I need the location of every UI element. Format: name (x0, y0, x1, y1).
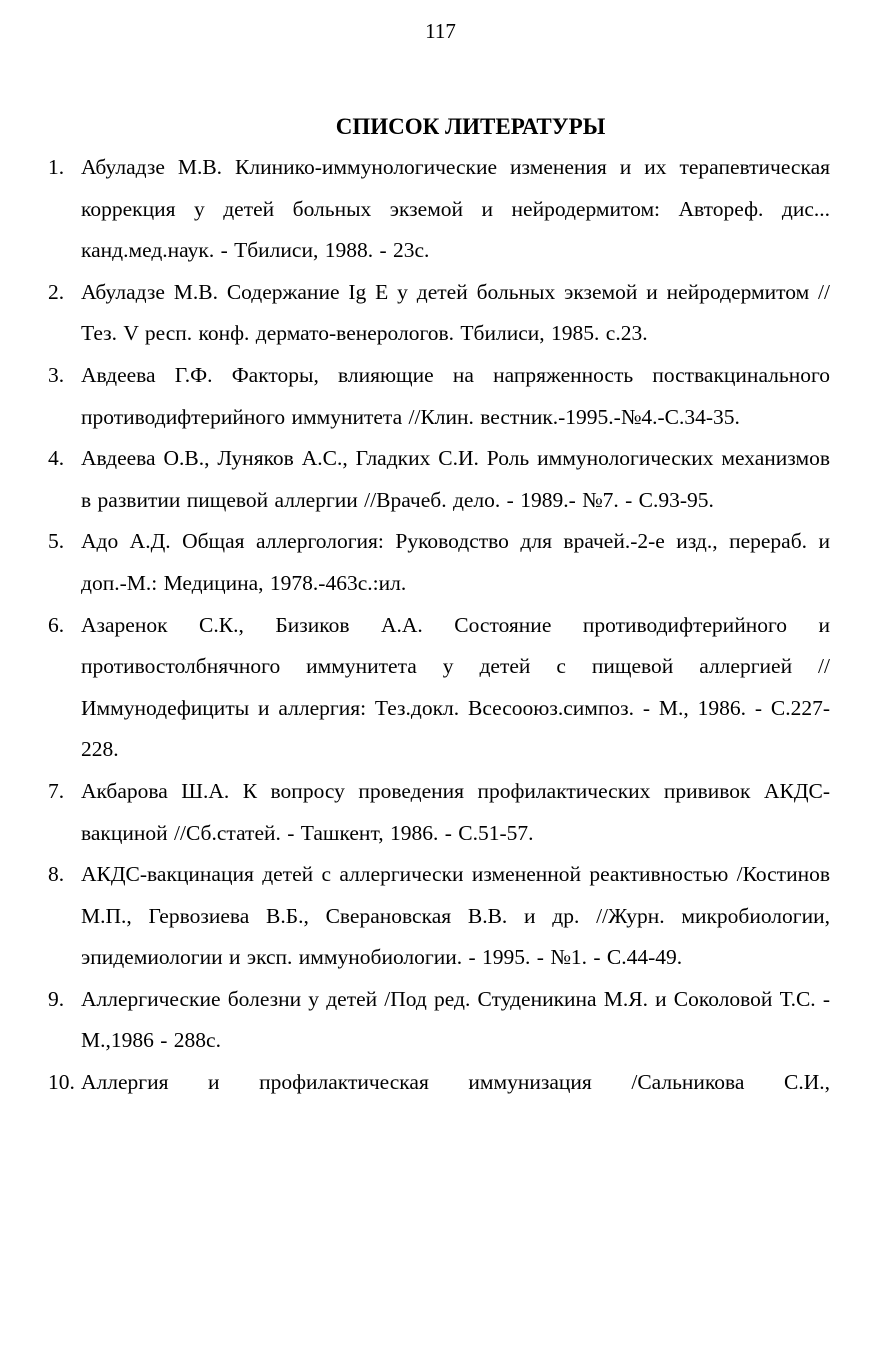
reference-item (48, 272, 830, 355)
reference-item (48, 521, 830, 604)
reference-number: 10. (48, 1070, 75, 1095)
reference-number: 9. (48, 986, 65, 1011)
reference-text: Аллергические болезни у детей /Под ред. Студеникина М.Я. и Соколовой Т.С. - М.,1986 - 288с. (81, 986, 830, 1053)
reference-item (48, 979, 830, 1062)
reference-number: 5. (48, 529, 65, 554)
reference-number: 2. (48, 279, 65, 304)
reference-number: 8. (48, 862, 65, 887)
reference-number: 7. (48, 778, 65, 803)
reference-item (48, 605, 830, 771)
reference-number: 3. (48, 362, 65, 387)
reference-item (48, 771, 830, 854)
reference-item (48, 438, 830, 521)
reference-list (48, 147, 830, 1104)
page-number: 117 (425, 19, 456, 43)
reference-text: Авдеева Г.Ф. Факторы, влияющие на напряженность поствакцинального противодифтерийного иммунитета //Клин. вестник.-1995.-№4.-С.34-35. (81, 362, 830, 429)
reference-text: Азаренок С.К., Бизиков А.А. Состояние противодифтерийного и противостолбнячного иммунитета у детей с пищевой аллергией //Иммунодефициты и аллергия: Тез.докл. Всесооюз.симпоз. - М., 1986. - С.227-228. (81, 612, 830, 762)
reference-item (48, 355, 830, 438)
reference-number: 6. (48, 612, 65, 637)
reference-number: 1. (48, 155, 65, 179)
reference-text: Абуладзе М.В. Содержание Ig E у детей больных экземой и нейродермитом //Тез. V респ. конф. дермато-венерологов. Тбилиси, 1985. с.23. (81, 279, 830, 346)
reference-number: 4. (48, 446, 65, 471)
reference-text: Авдеева О.В., Луняков А.С., Гладких С.И. Роль иммунологических механизмов в развитии пищевой аллергии //Врачеб. дело. - 1989.- №7. - С.93-95. (81, 446, 830, 512)
reference-item (48, 854, 830, 979)
reference-text: Аллергия и профилактическая иммунизация /Сальникова С.И., (81, 1070, 830, 1095)
reference-text: Абуладзе М.В. Клинико-иммунологические изменения и их терапевтическая коррекция у детей больных экземой и нейродермитом: Автореф. дис... канд.мед.наук. - Тбилиси, 1988. - 23с. (81, 155, 830, 263)
reference-text: Акбарова Ш.А. К вопросу проведения профилактических прививок АКДС-вакциной //Сб.статей. - Ташкент, 1986. - С.51-57. (81, 778, 830, 845)
reference-text: Адо А.Д. Общая аллергология: Руководство для врачей.-2-е изд., перераб. и доп.-М.: Медицина, 1978.-463с.:ил. (81, 529, 830, 595)
reference-item (48, 147, 830, 272)
reference-text: АКДС-вакцинация детей с аллергически измененной реактивностью /Костинов М.П., Гервозиева В.Б., Сверановская В.В. и др. //Журн. микробиологии, эпидемиологии и эксп. иммунобиологии. - 1995. - №1. - С.44-49. (81, 862, 830, 970)
reference-item (48, 1062, 830, 1104)
bibliography-heading: СПИСОК ЛИТЕРАТУРЫ (335, 114, 606, 139)
